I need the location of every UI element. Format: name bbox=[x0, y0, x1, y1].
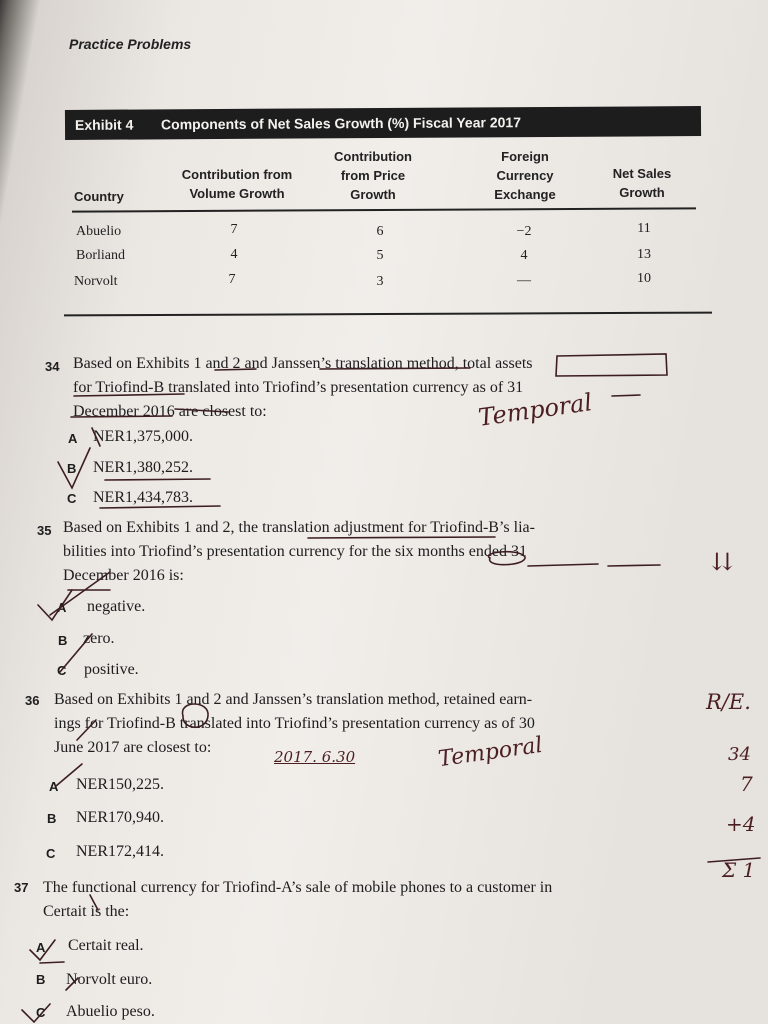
strike-mark bbox=[56, 764, 82, 786]
margin-arrows-icon: ⇊ bbox=[712, 548, 733, 576]
question-text: Based on Exhibits 1 and 2 and Janssen’s translation method, retained earn- ings for Triofind-B translated into Triofind’s presentation currency as of 30 June 2017 are closest to: bbox=[54, 691, 535, 756]
row-fx: −2 bbox=[516, 224, 532, 239]
margin-calc: Σ 1 bbox=[722, 858, 756, 882]
question-number: 37 bbox=[14, 880, 29, 895]
row-volume: 7 bbox=[230, 222, 238, 237]
underline-mark bbox=[40, 962, 64, 963]
margin-note-re: R/E. bbox=[706, 690, 751, 714]
check-mark bbox=[38, 590, 72, 620]
row-net: 13 bbox=[637, 247, 651, 262]
exhibit-number: Exhibit 4 bbox=[74, 116, 134, 133]
row-volume: 4 bbox=[230, 247, 238, 262]
option-label: A bbox=[36, 940, 46, 955]
circle-b bbox=[182, 704, 208, 727]
strike-mark bbox=[90, 895, 98, 910]
option-label: B bbox=[67, 461, 77, 476]
row-volume: 7 bbox=[228, 272, 236, 287]
check-mark bbox=[30, 940, 55, 960]
row-net: 11 bbox=[637, 221, 651, 236]
answer-option: NER1,434,783. bbox=[93, 489, 193, 506]
column-header-net-sales: Net Sales Growth bbox=[612, 166, 672, 200]
option-label: C bbox=[36, 1005, 46, 1020]
option-label: A bbox=[49, 779, 59, 794]
underline-mark bbox=[528, 564, 598, 566]
underline-mark bbox=[71, 416, 172, 417]
row-price: 3 bbox=[376, 274, 384, 289]
answer-option: NER1,380,252. bbox=[93, 459, 193, 476]
row-country: Borliand bbox=[76, 248, 125, 263]
strike-mark bbox=[60, 634, 92, 672]
exhibit-title: Components of Net Sales Growth (%) Fiscal Year 2017 bbox=[160, 114, 522, 133]
box-total-assets bbox=[556, 354, 667, 376]
question-text: Based on Exhibits 1 and 2 and Janssen’s translation method, total assets for Triofind-B translated into Triofind’s presentation currency as of 31 December 2016 are closest to: bbox=[73, 355, 533, 420]
answer-option: NER170,940. bbox=[76, 809, 164, 826]
option-label: B bbox=[58, 633, 68, 648]
option-label: A bbox=[57, 600, 67, 615]
row-price: 5 bbox=[376, 248, 384, 263]
strike-mark bbox=[175, 409, 228, 412]
row-country: Abuelio bbox=[76, 224, 122, 239]
answer-option: positive. bbox=[84, 661, 139, 678]
row-net: 10 bbox=[637, 271, 651, 286]
underline-mark bbox=[74, 394, 184, 396]
row-country: Norvolt bbox=[74, 274, 118, 289]
answer-option: NER1,375,000. bbox=[93, 428, 193, 445]
underline-mark bbox=[215, 369, 256, 370]
option-label: C bbox=[67, 491, 77, 506]
option-label: C bbox=[57, 663, 67, 678]
running-header: Practice Problems bbox=[69, 36, 192, 52]
answer-option: NER172,414. bbox=[76, 843, 164, 860]
underline-mark bbox=[608, 565, 660, 566]
margin-calc: 7 bbox=[740, 772, 753, 796]
question-text: Based on Exhibits 1 and 2, the translation adjustment for Triofind-B’s lia- bilities into Triofind’s presentation currency for the six months ended 31 December 2016 is: bbox=[63, 519, 535, 584]
row-fx: 4 bbox=[520, 248, 528, 263]
column-header-fx: Foreign Currency Exchange bbox=[494, 149, 556, 202]
option-label: C bbox=[46, 846, 56, 861]
margin-calc: +4 bbox=[726, 812, 756, 836]
handwritten-date: 2017. 6.30 bbox=[274, 748, 356, 766]
sigma-line bbox=[708, 858, 760, 862]
underline-mark bbox=[105, 479, 210, 480]
cross-mark bbox=[92, 428, 100, 446]
underline-mark bbox=[100, 506, 220, 508]
row-price: 6 bbox=[376, 224, 384, 239]
option-label: A bbox=[68, 431, 78, 446]
margin-calc: 34 bbox=[728, 744, 751, 765]
underline-mark bbox=[320, 368, 470, 369]
question-number: 36 bbox=[25, 693, 40, 708]
strike-mark bbox=[50, 572, 110, 615]
question-number: 35 bbox=[37, 523, 52, 538]
check-mark bbox=[22, 1004, 50, 1022]
column-header-price: Contribution from Price Growth bbox=[334, 149, 412, 202]
column-header-volume: Contribution from Volume Growth bbox=[181, 167, 293, 201]
handwritten-note: Temporal bbox=[476, 388, 594, 432]
circle-six bbox=[488, 552, 525, 565]
answer-option: zero. bbox=[83, 630, 115, 647]
check-mark bbox=[58, 448, 90, 488]
underline-mark bbox=[612, 395, 640, 396]
underline-mark bbox=[308, 537, 495, 538]
question-text: The functional currency for Triofind-A’s sale of mobile phones to a customer in Certait is the: bbox=[43, 879, 553, 920]
row-fx: — bbox=[517, 273, 531, 288]
question-number: 34 bbox=[45, 359, 60, 374]
column-header-country: Country bbox=[74, 189, 124, 204]
handwritten-note: Temporal bbox=[436, 732, 545, 773]
strike-mark bbox=[77, 720, 96, 740]
answer-option: Certait real. bbox=[68, 937, 144, 954]
option-label: B bbox=[36, 972, 46, 987]
strike-mark bbox=[66, 978, 78, 990]
answer-option: NER150,225. bbox=[76, 776, 164, 793]
answer-option: Abuelio peso. bbox=[66, 1003, 155, 1020]
answer-option: Norvolt euro. bbox=[66, 971, 153, 988]
option-label: B bbox=[47, 811, 57, 826]
answer-option: negative. bbox=[87, 598, 146, 615]
